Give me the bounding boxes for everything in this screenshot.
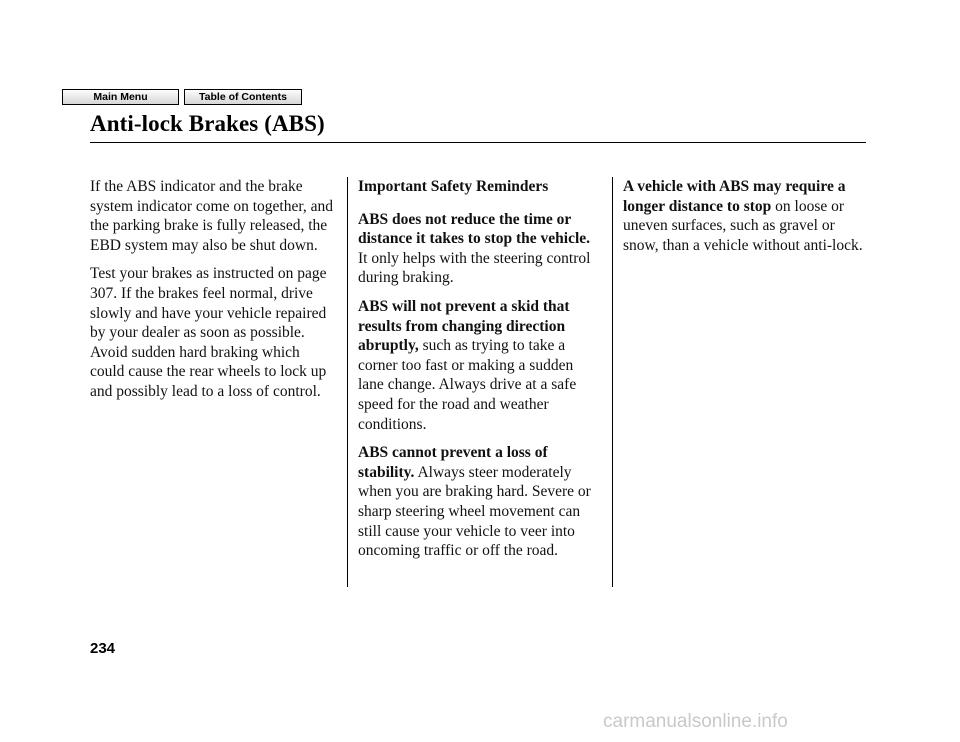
column-divider-1 xyxy=(347,177,348,587)
reminder-skid xyxy=(358,297,598,434)
reminder-bold: ABS does not reduce the time or distance it takes to stop the vehicle. xyxy=(358,210,591,248)
reminder-text: such as trying to take a corner too fast or making a sudden lane change. Always drive at a safe speed for the road and weather conditions. xyxy=(358,337,577,433)
main-menu-button[interactable]: Main Menu xyxy=(62,89,179,105)
text-column-2 xyxy=(358,177,598,570)
reminder-text: Always steer moderately when you are braking hard. Severe or sharp steering wheel movement can still cause your vehicle to veer into oncoming traffic or off the road. xyxy=(358,463,591,560)
reminder-loose-surfaces xyxy=(623,177,868,255)
reminder-stability xyxy=(358,443,598,561)
paragraph-test-brakes: Test your brakes as instructed on page 307. If the brakes feel normal, drive slowly and have your vehicle repaired by your dealer as soon as possible. Avoid sudden hard braking which could cause the rear wheels to lock up and possibly lead to a loss of control. xyxy=(90,265,327,400)
title-divider xyxy=(90,142,866,143)
text-column-1 xyxy=(90,177,335,411)
page-number: 234 xyxy=(90,640,116,657)
reminder-bold: ABS will not prevent a skid that results from changing direction abruptly, xyxy=(358,297,570,355)
reminder-bold: A vehicle with ABS may require a longer distance to stop xyxy=(623,178,846,215)
text-column-3 xyxy=(623,177,868,264)
reminder-text: on loose or uneven surfaces, such as gravel or snow, than a vehicle without anti-lock. xyxy=(623,197,863,254)
table-of-contents-button[interactable]: Table of Contents xyxy=(184,89,302,105)
reminder-bold: ABS cannot prevent a loss of stability. xyxy=(358,444,548,481)
paragraph-ebd-shutdown: If the ABS indicator and the brake system indicator come on together, and the parking brake is fully released, the EBD system may also be shut down. xyxy=(90,178,334,254)
column-divider-2 xyxy=(612,177,613,587)
reminder-text: It only helps with the steering control during braking. xyxy=(358,249,591,287)
reminder-stopping-distance xyxy=(358,210,598,288)
page-title: Anti-lock Brakes (ABS) xyxy=(90,111,325,136)
section-heading: Important Safety Reminders xyxy=(358,178,549,195)
watermark: carmanualsonline.info xyxy=(603,711,788,732)
